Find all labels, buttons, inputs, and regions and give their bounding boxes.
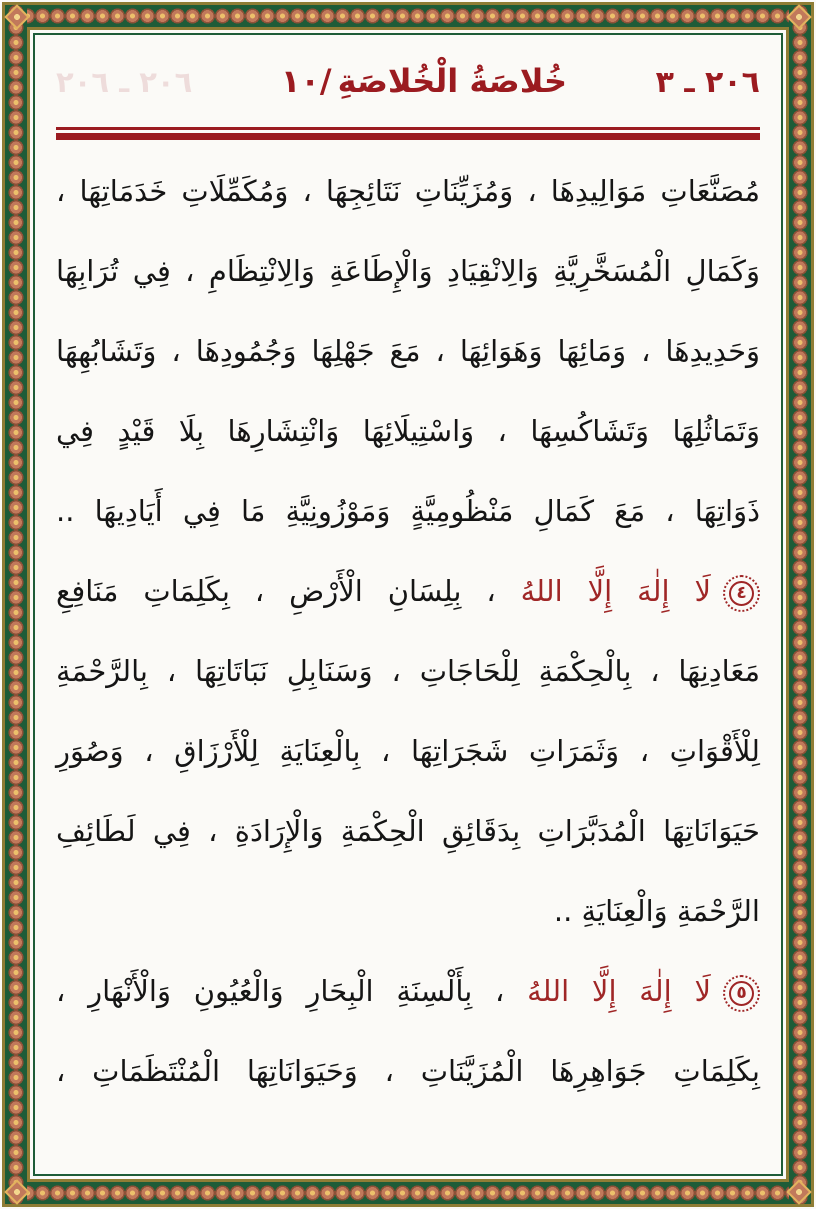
body-line [56,471,760,551]
page-header [56,62,760,118]
line-text: وَحَدِيدِهَا ، وَمَائِهَا وَهَوَائِهَا ، مَعَ جَهْلِهَا وَجُمُودِهَا ، وَتَشَابُهِهَا [56,334,760,368]
line-text: بِكَلِمَاتِ جَوَاهِرِهَا الْمُزَيَّنَاتِ ، وَحَيَوَانَاتِهَا الْمُنْتَظَمَاتِ ، [56,1054,760,1088]
body-line [56,951,760,1031]
header-rule [56,127,760,140]
border-band-top [5,5,811,27]
tahlil-phrase: لَا إِلٰهَ إِلَّا اللهُ [527,974,711,1008]
line-text: ، بِأَلْسِنَةِ الْبِحَارِ وَالْعُيُونِ وَالْأَنْهَارِ ، [56,974,528,1008]
ayah-medallion [723,975,760,1012]
section-number: ١٠/ [280,62,332,100]
page-content [36,36,780,1173]
border-band-left [5,5,27,1204]
medallion-number: ٥ [729,981,754,1006]
body-line [56,551,760,631]
medallion-number: ٤ [729,581,754,606]
line-text: حَيَوَانَاتِهَا الْمُدَبَّرَاتِ بِدَقَائِقِ الْحِكْمَةِ وَالْإِرَادَةِ ، فِي لَطَائِفِ [56,814,760,848]
line-text: وَكَمَالِ الْمُسَخَّرِيَّةِ وَالِانْقِيَادِ وَالْإِطَاعَةِ وَالِانْتِظَامِ ، فِي تُرَابِهَا [56,254,760,288]
body-line [56,231,760,311]
body-line [56,1031,760,1111]
tahlil-phrase: لَا إِلٰهَ إِلَّا اللهُ [520,574,711,608]
body-line [56,711,760,791]
line-text: لِلْأَقْوَاتِ ، وَثَمَرَاتِ شَجَرَاتِهَا ، بِالْعِنَايَةِ لِلْأَرْزَاقِ ، وَصُوَرِ [56,734,760,768]
body-line [56,791,760,871]
border-band-bottom [5,1182,811,1204]
body-text [56,151,760,1111]
line-text: ذَوَاتِهَا ، مَعَ كَمَالِ مَنْظُومِيَّةٍ وَمَوْزُونِيَّةِ مَا فِي أَيَادِيهَا .. [56,494,760,528]
verso-bleedthrough-number: ٢٠٦ ـ ٢٠٦ [56,65,193,99]
line-text: ، بِلِسَانِ الْأَرْضِ ، بِكَلِمَاتِ مَنَافِعِ [56,574,521,608]
line-text: وَتَمَاثُلِهَا وَتَشَاكُسِهَا ، وَاسْتِيلَائِهَا وَانْتِشَارِهَا بِلَا قَيْدٍ فِي [56,414,760,448]
border-band-right [789,5,811,1204]
ayah-medallion [723,575,760,612]
line-text: الرَّحْمَةِ وَالْعِنَايَةِ .. [553,894,760,928]
section-title-text: خُلاصَةُ الْخُلاصَةِ [337,62,568,100]
line-text: مُصَنَّعَاتِ مَوَالِيدِهَا ، وَمُزَيِّنَاتِ نَتَائِجِهَا ، وَمُكَمِّلَاتِ خَدَمَاتِهَا ، [56,174,760,208]
page-number: ٢٠٦ ـ ٣ [655,65,760,100]
line-text: مَعَادِنِهَا ، بِالْحِكْمَةِ لِلْحَاجَاتِ ، وَسَنَابِلِ نَبَاتَاتِهَا ، بِالرَّحْمَةِ [56,654,760,688]
body-line [56,391,760,471]
body-line [56,151,760,231]
body-line [56,871,760,951]
body-line [56,311,760,391]
section-title [281,62,567,100]
body-line [56,631,760,711]
